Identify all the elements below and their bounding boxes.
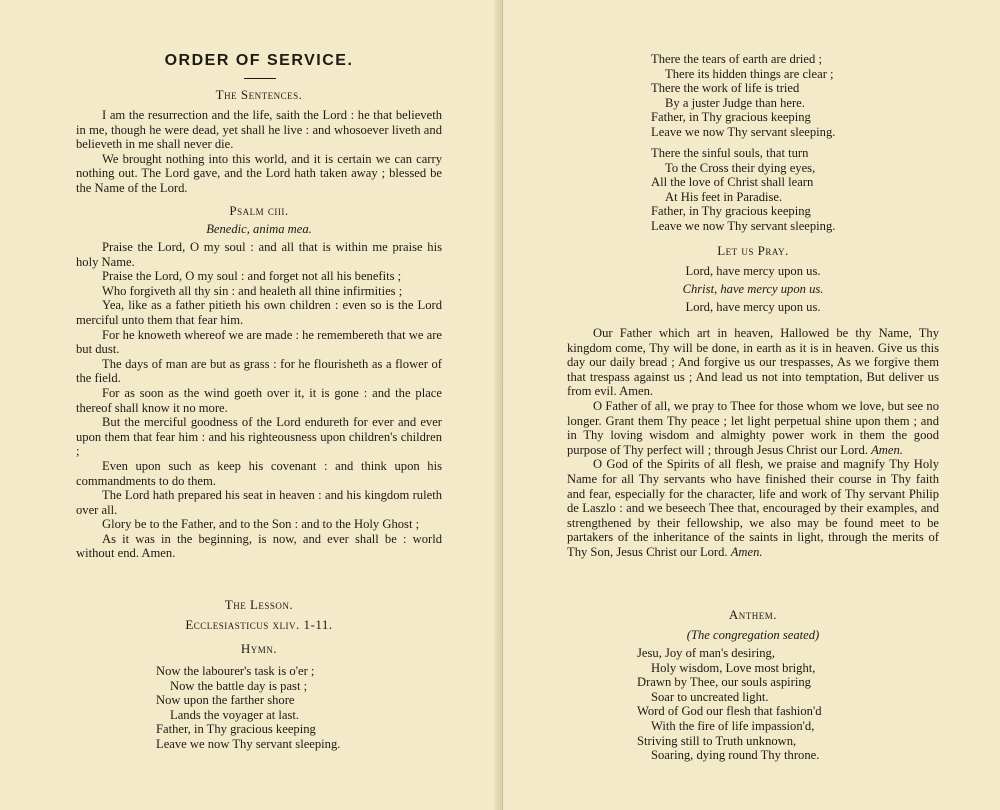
hymn-line: There its hidden things are clear ;	[665, 66, 834, 81]
anthem-heading: Anthem.	[728, 607, 778, 622]
psalm-verse: Praise the Lord, O my soul : and all that is within me praise his holy Name.	[76, 240, 442, 269]
amen: Amen.	[730, 544, 763, 559]
hymn-line: At His feet in Paradise.	[665, 189, 783, 204]
hymn-line: By a juster Judge than here.	[665, 95, 805, 110]
psalm-heading: Psalm ciii.	[229, 203, 289, 218]
left-page	[0, 0, 498, 810]
psalm-verse: But the merciful goodness of the Lord endureth for ever and ever upon them that fear him : and his righteousness upon children's children ;	[76, 415, 442, 459]
hymn-line: Leave we now Thy servant sleeping.	[651, 218, 836, 233]
hymn-line: There the tears of earth are dried ;	[651, 52, 822, 66]
psalm-verse: The Lord hath prepared his seat in heaven : and his kingdom ruleth over all.	[76, 488, 442, 517]
psalm-verse: As it was in the beginning, is now, and ever shall be : world without end. Amen.	[76, 531, 442, 561]
hymn-line: Leave we now Thy servant sleeping.	[651, 124, 836, 139]
anthem-verse	[637, 646, 822, 763]
psalm-verse: Yea, like as a father pitieth his own children : even so is the Lord merciful unto them that fear him.	[76, 298, 442, 327]
amen: Amen.	[871, 442, 903, 457]
kyrie-line-2: Christ, have mercy upon us.	[682, 282, 824, 296]
hymn-line: Leave we now Thy servant sleeping.	[156, 736, 341, 751]
anthem-line: Jesu, Joy of man's desiring,	[637, 646, 775, 660]
anthem-line: Soaring, dying round Thy throne.	[651, 748, 820, 763]
sentence-1: I am the resurrection and the life, saith the Lord : he that believeth in me, though he were dead, yet shall he live : and whosoever liveth and believeth in me shall never die.	[76, 108, 442, 152]
sentence-2: We brought nothing into this world, and it is certain we can carry nothing out. The Lord gave, and the Lord hath taken away ; blessed be the Name of the Lord.	[76, 151, 442, 195]
psalm-verse: Who forgiveth all thy sin : and healeth all thine infirmities ;	[102, 283, 403, 298]
sentences-text	[76, 108, 442, 196]
hymn-line: Lands the voyager at last.	[170, 707, 300, 722]
hymn-line: To the Cross their dying eyes,	[665, 160, 816, 175]
order-of-service-title: ORDER OF SERVICE.	[164, 52, 354, 69]
hymn-line: Father, in Thy gracious keeping	[156, 722, 316, 737]
anthem-line: With the fire of life impassion'd,	[651, 718, 815, 733]
psalm-verse: For he knoweth whereof we are made : he remembereth that we are but dust.	[76, 327, 442, 357]
right-page	[502, 0, 1000, 810]
prayer-of-thanksgiving	[567, 457, 939, 559]
hymn-line: There the sinful souls, that turn	[651, 146, 809, 160]
psalm-verse: Glory be to the Father, and to the Son : and to the Holy Ghost ;	[102, 517, 420, 532]
hymn-stanza-2	[651, 52, 835, 140]
anthem-note: (The congregation seated)	[686, 628, 820, 642]
anthem-line: Soar to uncreated light.	[651, 689, 769, 704]
hymn-stanza-3	[651, 146, 835, 234]
hymn-line: All the love of Christ shall learn	[651, 175, 814, 190]
psalm-verse: Even upon such as keep his covenant : and think upon his commandments to do them.	[76, 458, 442, 488]
psalm-verse: The days of man are but as grass : for he flourisheth as a flower of the field.	[76, 356, 442, 386]
hymn-stanza-1	[156, 664, 340, 752]
psalm-verses	[76, 240, 442, 561]
lesson-reference: Ecclesiasticus xliv. 1-11.	[185, 617, 333, 632]
anthem-line: Word of God our flesh that fashion'd	[637, 704, 822, 719]
hymn-line: Father, in Thy gracious keeping	[651, 110, 811, 125]
prayer-of-thanksgiving-text: O God of the Spirits of all flesh, we praise and magnify Thy Holy Name for all Thy servants who have finished their course in Thy faith and fear, especially for the character, life and work of Thy servant Philip de Laszlo : and we beseech Thee that, encouraged by their examples, and strengthened by their fellowship, we also may be found meet to be partakers of the inheritance of the saints in light, through the merits of Thy Son, Jesus Christ our Lord.	[567, 457, 939, 559]
lords-prayer: Our Father which art in heaven, Hallowed be thy Name, Thy kingdom come, Thy will be done, in earth as it is in heaven. Give us this day our daily bread ; And forgive us our trespasses, As we forgive them that trespass against us ; And lead us not into temptation, But deliver us from evil. Amen.	[567, 326, 939, 399]
prayer-for-departed	[567, 399, 939, 457]
anthem-line: Drawn by Thee, our souls aspiring	[637, 675, 811, 690]
psalm-subtitle: Benedic, anima mea.	[206, 222, 312, 236]
prayers	[567, 326, 939, 560]
title-rule	[244, 78, 276, 79]
kyrie-line-3: Lord, have mercy upon us.	[685, 300, 821, 314]
anthem-line: Striving still to Truth unknown,	[637, 733, 797, 748]
kyrie-line-1: Lord, have mercy upon us.	[685, 264, 821, 278]
anthem-line: Holy wisdom, Love most bright,	[651, 660, 816, 675]
hymn-heading: Hymn.	[240, 641, 278, 656]
let-us-pray-heading: Let us Pray.	[717, 243, 789, 258]
lesson-heading: The Lesson.	[224, 597, 294, 612]
psalm-verse: Praise the Lord, O my soul : and forget not all his benefits ;	[102, 269, 402, 284]
hymn-line: There the work of life is tried	[651, 81, 800, 96]
prayer-for-departed-text: O Father of all, we pray to Thee for those whom we love, but see no longer. Grant them Thy peace ; let light perpetual shine upon them ; and in Thy loving wisdom and almighty power work in them the good purpose of Thy perfect will ; through Jesus Christ our Lord.	[567, 398, 939, 457]
hymn-line: Now the battle day is past ;	[170, 678, 308, 693]
hymn-line: Now upon the farther shore	[156, 693, 295, 708]
hymn-line: Father, in Thy gracious keeping	[651, 204, 811, 219]
psalm-verse: For as soon as the wind goeth over it, it is gone : and the place thereof shall know it no more.	[76, 385, 442, 415]
sentences-heading: The Sentences.	[215, 87, 303, 102]
hymn-line: Now the labourer's task is o'er ;	[156, 664, 315, 678]
